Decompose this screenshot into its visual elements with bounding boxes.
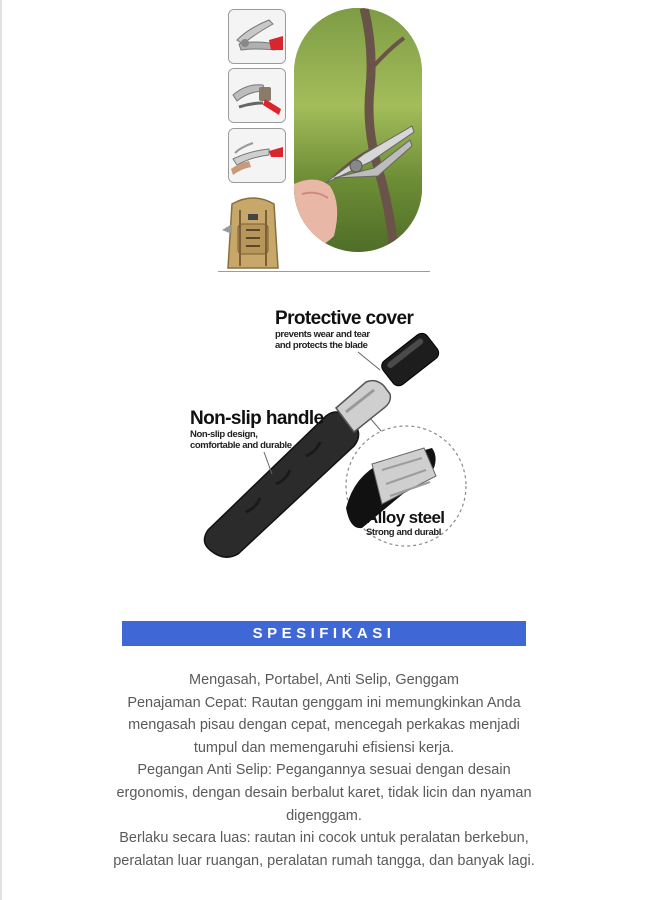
pruner-thumbnail-2	[228, 68, 286, 123]
left-border	[0, 0, 2, 900]
spec-heading: SPESIFIKASI	[252, 625, 396, 642]
protective-cover-line2: and protects the blade	[275, 340, 368, 351]
spec-description	[112, 669, 536, 872]
non-slip-handle-line1: Non-slip design,	[190, 429, 258, 440]
product-image-top	[218, 4, 430, 274]
protective-cover-line1: prevents wear and tear	[275, 329, 370, 340]
non-slip-handle-line2: comfortable and durable	[190, 440, 292, 451]
spec-paragraph: Berlaku secara luas: rautan ini cocok untuk peralatan berkebun, peralatan luar ruangan, peralatan rumah tangga, dan banyak lagi.	[113, 830, 535, 869]
alloy-steel-line1: Strong and durabl	[366, 527, 442, 538]
spec-paragraph: Penajaman Cepat: Rautan genggam ini memungkinkan Anda mengasah pisau dengan cepat, mencegah perkakas menjadi tumpul dan memengaruhi efisiensi kerja.	[127, 694, 521, 756]
sharpener-diagram	[186, 298, 476, 568]
backpack-image	[218, 190, 288, 272]
pruner-thumbnail-3	[228, 128, 286, 183]
spec-paragraph: Mengasah, Portabel, Anti Selip, Genggam	[188, 672, 460, 688]
protective-cover-title: Protective cover	[275, 308, 414, 329]
alloy-steel-title: Alloy steel	[366, 508, 445, 527]
pruner-thumbnail-1	[228, 9, 286, 64]
pruning-hero-image	[294, 8, 422, 252]
spec-paragraph: Pegangan Anti Selip: Pegangannya sesuai dengan desain ergonomis, dengan desain berbalut karet, tidak licin dan nyaman digenggam.	[116, 762, 532, 824]
non-slip-handle-title: Non-slip handle	[190, 408, 324, 429]
spec-heading-banner	[122, 621, 526, 646]
image-baseline	[218, 271, 430, 272]
